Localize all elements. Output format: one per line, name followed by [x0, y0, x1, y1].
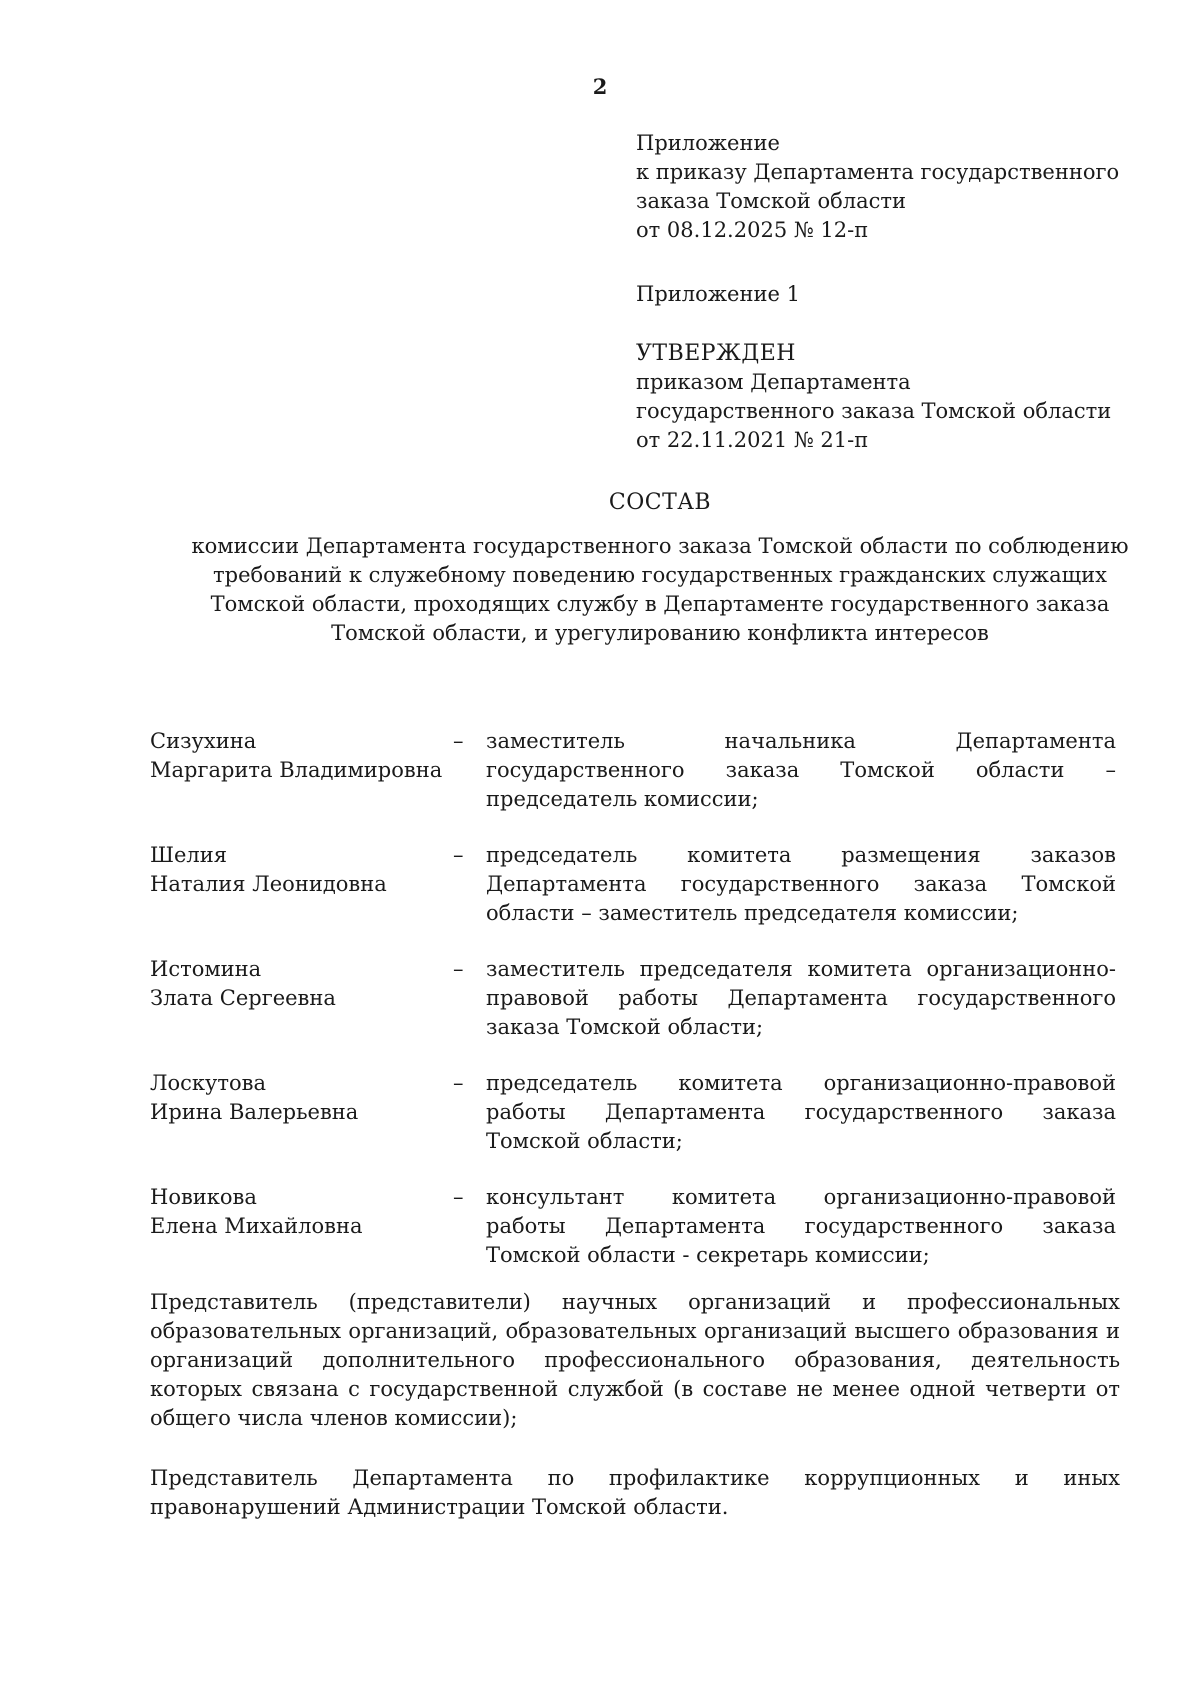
approved-block	[636, 339, 1176, 455]
document-title: СОСТАВ	[608, 490, 712, 515]
member-name	[150, 841, 453, 928]
member-given-names: Ирина Валерьевна	[150, 1100, 359, 1124]
annex-header-line: Приложение	[636, 131, 780, 155]
representatives-paragraph: Представитель Департамента по профилактике коррупционных и иных правонарушений Администрации Томской области.	[150, 1466, 1120, 1519]
subtitle-line: требований к служебному поведению государственных гражданских служащих	[213, 563, 1107, 587]
member-name	[150, 1183, 453, 1270]
page-number: 2	[592, 74, 608, 99]
annex-header	[636, 129, 1176, 245]
member-dash: –	[453, 1185, 464, 1209]
annex-header-line: от 08.12.2025 № 12-п	[636, 218, 869, 242]
member-surname: Шелия	[150, 843, 227, 867]
member-name	[150, 727, 453, 814]
approved-line: приказом Департамента	[636, 370, 911, 394]
member-surname: Новикова	[150, 1185, 257, 1209]
member-given-names: Злата Сергеевна	[150, 986, 336, 1010]
member-dash: –	[453, 729, 464, 753]
annex-number	[636, 280, 1176, 309]
member-entry	[150, 1069, 1120, 1156]
member-role: консультант комитета организационно-правовой работы Департамента государственного заказа Томской области - секретарь комиссии;	[486, 1185, 1116, 1267]
member-role: заместитель председателя комитета организационно-правовой работы Департамента государственного заказа Томской области;	[486, 957, 1116, 1039]
subtitle-line: Томской области, проходящих службу в Департаменте государственного заказа	[210, 592, 1110, 616]
member-given-names: Маргарита Владимировна	[150, 758, 443, 782]
member-role: председатель комитета организационно-правовой работы Департамента государственного заказа Томской области;	[486, 1071, 1116, 1153]
member-name	[150, 1069, 453, 1156]
member-dash: –	[453, 957, 464, 981]
member-dash: –	[453, 1071, 464, 1095]
document-subtitle	[150, 532, 1170, 648]
member-role: заместитель начальника Департамента государственного заказа Томской области – председатель комиссии;	[486, 729, 1116, 811]
member-given-names: Наталия Леонидовна	[150, 872, 387, 896]
approved-title: УТВЕРЖДЕН	[636, 341, 796, 366]
approved-line: от 22.11.2021 № 21-п	[636, 428, 869, 452]
member-surname: Истомина	[150, 957, 262, 981]
member-surname: Сизухина	[150, 729, 257, 753]
subtitle-line: Томской области, и урегулированию конфликта интересов	[331, 621, 989, 645]
representatives-paragraph: Представитель (представители) научных организаций и профессиональных образовательных организаций, образовательных организаций высшего образования и организаций дополнительного профессионального образования, деятельность которых связана с государственной службой (в составе не менее одной четверти от общего числа членов комиссии);	[150, 1290, 1120, 1430]
member-given-names: Елена Михайловна	[150, 1214, 363, 1238]
member-entry	[150, 727, 1120, 814]
member-name	[150, 955, 453, 1042]
members-list	[150, 727, 1120, 1297]
member-entry	[150, 955, 1120, 1042]
member-entry	[150, 841, 1120, 928]
annex-header-line: к приказу Департамента государственного	[636, 160, 1120, 184]
approved-line: государственного заказа Томской области	[636, 399, 1112, 423]
member-surname: Лоскутова	[150, 1071, 267, 1095]
annex-header-line: заказа Томской области	[636, 189, 906, 213]
member-entry	[150, 1183, 1120, 1270]
annex-number-text: Приложение 1	[636, 282, 800, 306]
member-dash: –	[453, 843, 464, 867]
member-role: председатель комитета размещения заказов Департамента государственного заказа Томской области – заместитель председателя комиссии;	[486, 843, 1116, 925]
subtitle-line: комиссии Департамента государственного заказа Томской области по соблюдению	[191, 534, 1129, 558]
